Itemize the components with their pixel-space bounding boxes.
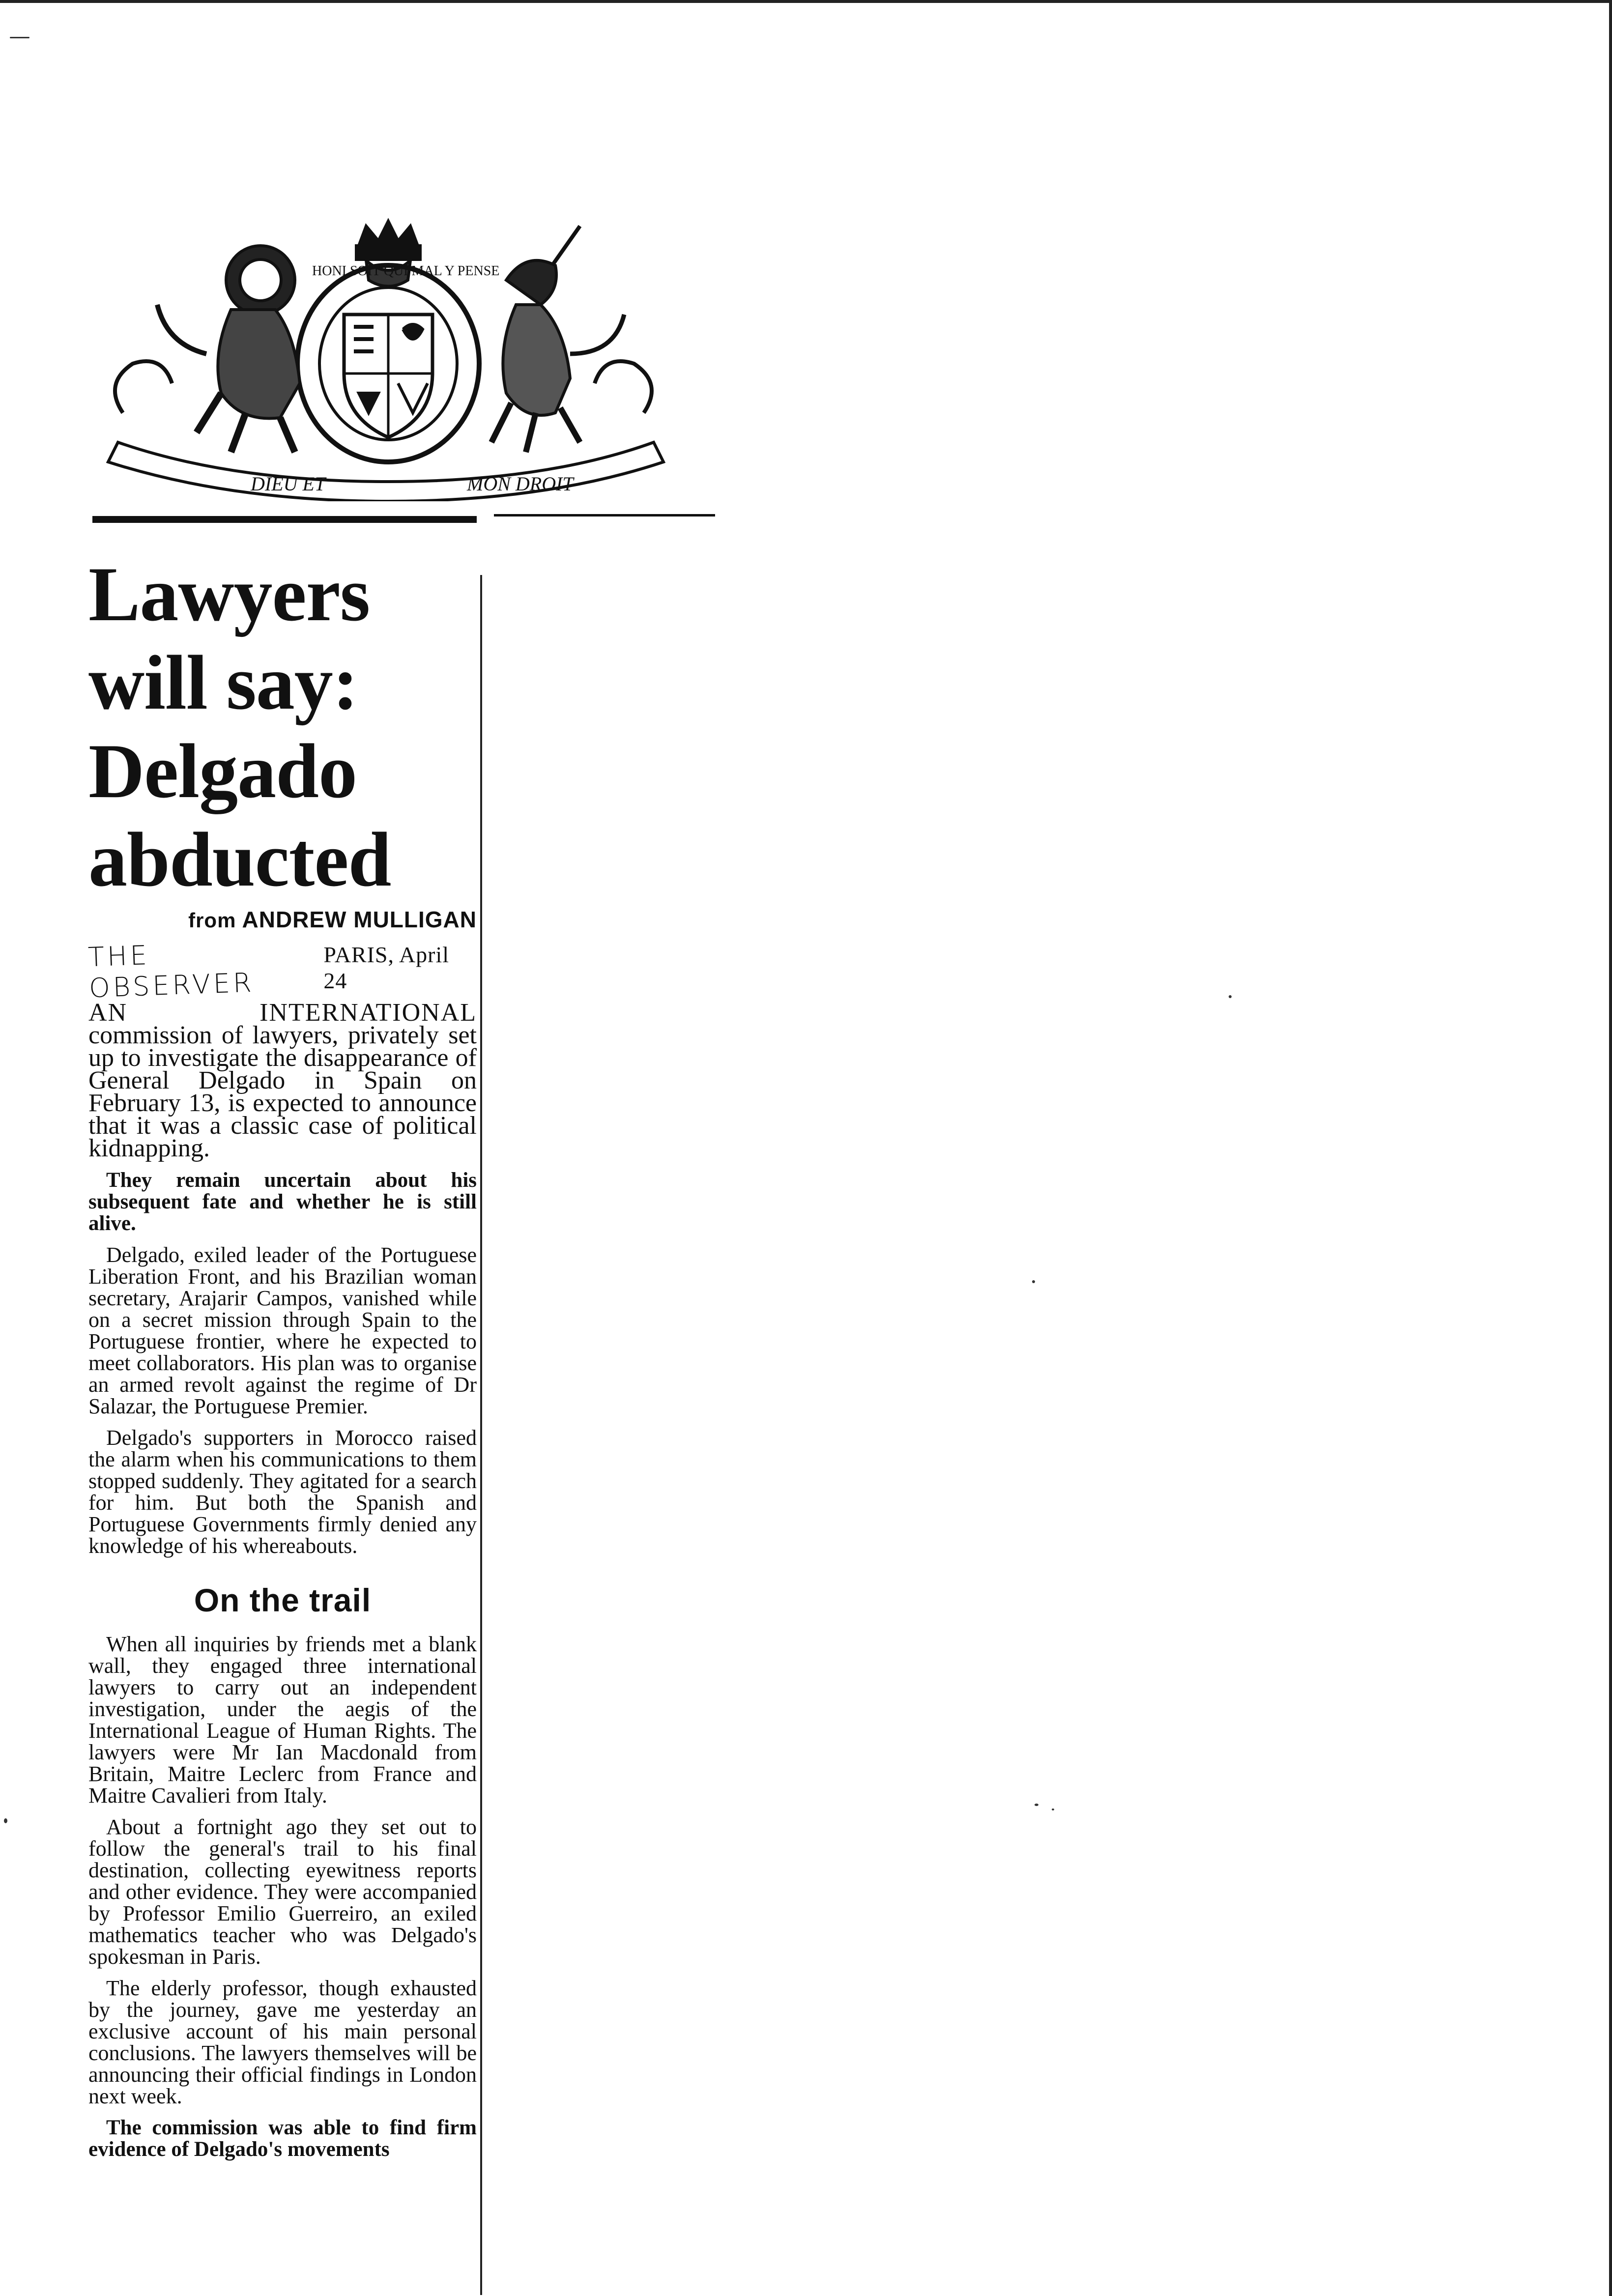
scan-speck [1229, 995, 1232, 998]
byline [88, 906, 477, 933]
scan-speck [1035, 1804, 1038, 1806]
headline-line: Lawyers [88, 551, 370, 637]
headline [88, 550, 477, 904]
byline-from: from [188, 909, 236, 932]
scan-speck [1052, 1808, 1054, 1810]
news-article [88, 550, 477, 2160]
page-border-top [0, 0, 1612, 3]
headline-line: abducted [88, 817, 391, 903]
body-paragraph: The elderly professor, though exhausted by the journey, gave me yesterday an exclusive account of his main personal conclusions. The lawyers themselves will be announcing their official findings in London next week. [88, 1976, 477, 2108]
motto-garter: HONI SOIT QUI MAL Y PENSE [312, 263, 500, 279]
royal-coat-of-arms [84, 206, 683, 501]
scan-speck [10, 37, 29, 38]
adjacent-column-rule [494, 514, 715, 517]
dateline-row [87, 938, 477, 1004]
lede-text: commission of lawyers, privately set up to investigate the disappearance of General Delgado in Spain on February 13, is expected to announce that it was a classic case of political kidnapping. [88, 1021, 477, 1162]
column-divider [480, 575, 482, 2295]
body-paragraph: They remain uncertain about his subsequent fate and whether he is still alive. [88, 1169, 477, 1235]
handwritten-source-note: THE OBSERVER [87, 939, 255, 1004]
body-paragraph: About a fortnight ago they set out to follow the general's trail to his final destination, collecting eyewitness reports and other evidence. They were accompanied by Professor Emilio Guerreiro, an exiled mathematics teacher who was Delgado's spokesman in Paris. [88, 1815, 477, 1969]
headline-line: Delgado [88, 728, 357, 814]
byline-author: ANDREW MULLIGAN [242, 907, 477, 932]
body-paragraph: Delgado's supporters in Morocco raised the alarm when his communications to them stopped suddenly. They agitated for a search for him. But both the Spanish and Portuguese Governments firmly denied any knowledge of his whereabouts. [88, 1426, 477, 1558]
crosshead: On the trail [194, 1582, 372, 1618]
body-paragraph: Delgado, exiled leader of the Portuguese Liberation Front, and his Brazilian woman secretary, Arajarir Campos, vanished while on a secret mission through Spain to the Portuguese frontier, where he expected to meet collaborators. His plan was to organise an armed revolt against the regime of Dr Salazar, the Portuguese Premier. [88, 1243, 477, 1418]
headline-line: will say: [88, 640, 358, 726]
motto-left: DIEU ET [251, 473, 326, 495]
dateline: PARIS, April 24 [323, 942, 450, 993]
page-border-right [1609, 0, 1612, 2296]
body-paragraph: The commission was able to find firm evidence of Delgado's movements [88, 2116, 477, 2161]
scan-speck [1032, 1280, 1035, 1283]
motto-right: MON DROIT [467, 473, 574, 495]
scan-speck [4, 1818, 7, 1823]
lede-caps: AN INTERNATIONAL [88, 999, 477, 1027]
body-paragraph: When all inquiries by friends met a blank wall, they engaged three international lawyers to carry out an independent investigation, under the aegis of the International League of Human Rights. The lawyers were Mr Ian Macdonald from Britain, Maitre Leclerc from France and Maitre Cavalieri from Italy. [88, 1632, 477, 1808]
lede-paragraph [88, 999, 477, 1162]
header-rule [92, 516, 477, 523]
